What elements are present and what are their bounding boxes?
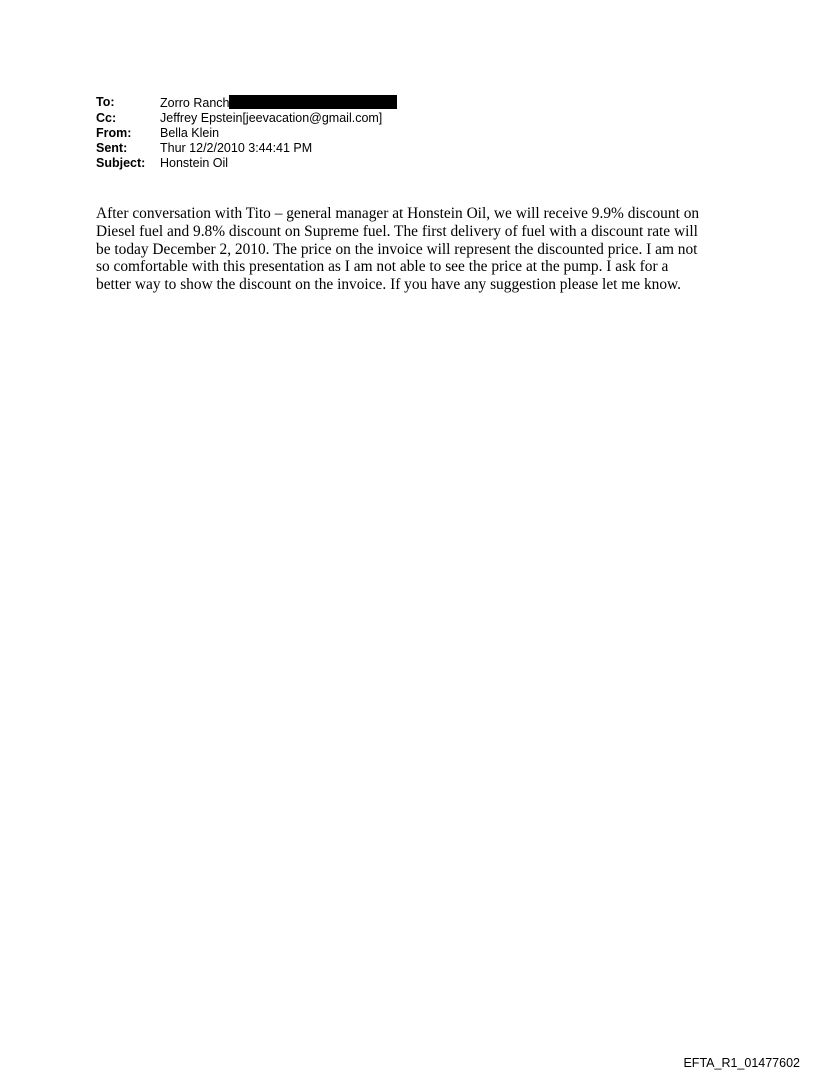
to-row: [96, 95, 397, 111]
redaction-block: [229, 95, 397, 109]
to-value: [160, 95, 397, 111]
from-row: [96, 126, 397, 141]
document-id: EFTA_R1_01477602: [683, 1056, 800, 1070]
sent-value: Thur 12/2/2010 3:44:41 PM: [160, 141, 313, 155]
from-label: From:: [96, 126, 132, 140]
subject-value: Honstein Oil: [160, 156, 229, 170]
subject-row: [96, 156, 397, 171]
email-header: [96, 95, 397, 171]
sent-label: Sent:: [96, 141, 128, 155]
body-line: so comfortable with this presentation as I am not able to see the price at the pump. I ask for a: [96, 258, 669, 276]
sent-row: [96, 141, 397, 156]
body-line: be today December 2, 2010. The price on the invoice will represent the discounted price. I am not: [96, 240, 698, 258]
cc-value: Jeffrey Epstein[jeevacation@gmail.com]: [160, 111, 383, 125]
to-recipient: Zorro Ranch: [160, 96, 230, 110]
from-value: Bella Klein: [160, 126, 220, 140]
body-line: After conversation with Tito – general manager at Honstein Oil, we will receive 9.9% discount on: [96, 205, 700, 222]
cc-row: [96, 111, 397, 126]
body-line: better way to show the discount on the invoice. If you have any suggestion please let me know.: [96, 276, 681, 294]
body-line: Diesel fuel and 9.8% discount on Supreme fuel. The first delivery of fuel with a discount rate will: [96, 222, 698, 240]
cc-label: Cc:: [96, 111, 117, 125]
to-label: To:: [96, 95, 115, 109]
subject-label: Subject:: [96, 156, 146, 170]
email-body: [96, 205, 736, 294]
